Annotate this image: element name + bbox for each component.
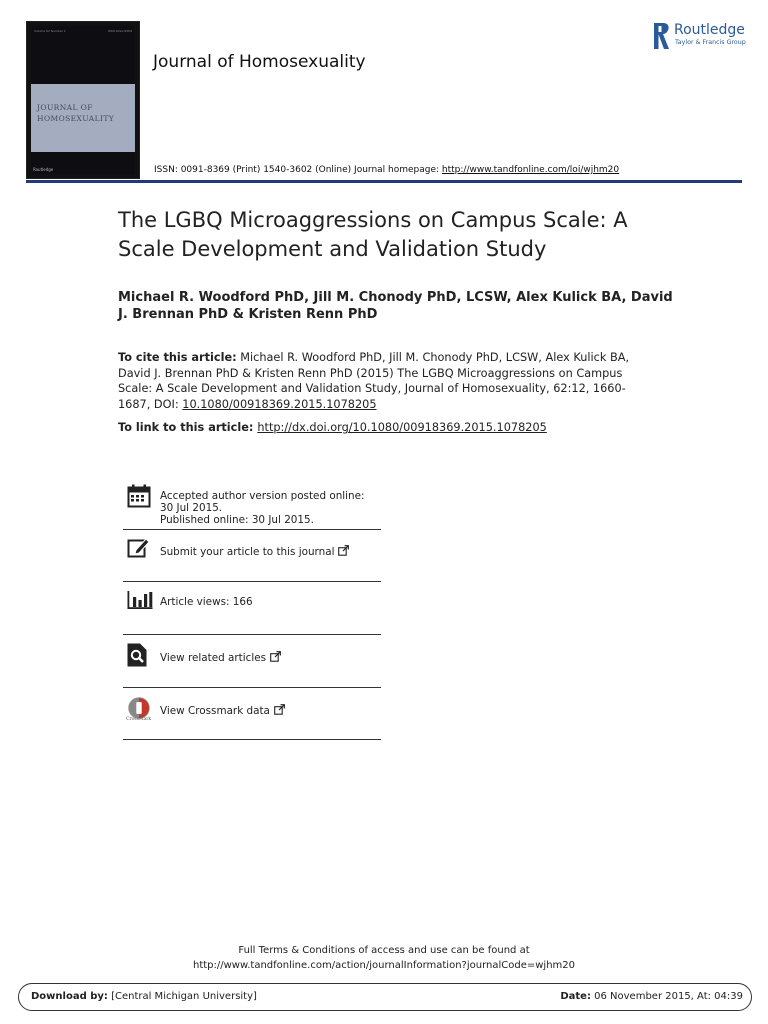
external-link-icon <box>338 545 349 556</box>
accepted-text: Accepted author version posted online: 30 Jul 2015. <box>160 490 365 514</box>
link-label: To link to this article: <box>118 421 258 434</box>
submit-label: Submit your article to this journal <box>160 546 335 558</box>
edit-icon <box>127 536 151 558</box>
terms-footer <box>0 943 768 973</box>
issn-text: ISSN: 0091-8369 (Print) 1540-3602 (Online) Journal homepage: <box>154 165 442 175</box>
divider <box>123 581 381 582</box>
article-title: The LGBQ Microaggressions on Campus Scale: A Scale Development and Validation Study <box>118 208 628 261</box>
related-item[interactable] <box>123 641 381 687</box>
crossmark-icon <box>128 697 150 719</box>
crossmark-caption: CrossMark <box>126 717 152 722</box>
cover-volume: Volume 62 Number 1 <box>34 29 66 33</box>
divider <box>123 634 381 635</box>
routledge-r-icon <box>653 22 672 50</box>
date-label: Date: <box>560 991 591 1002</box>
download-label: Download by: <box>31 991 108 1002</box>
cover-title-band <box>31 84 135 152</box>
date-value: 06 November 2015, At: 04:39 <box>590 991 743 1002</box>
divider <box>123 687 381 688</box>
article-authors: Michael R. Woodford PhD, Jill M. Chonody PhD, LCSW, Alex Kulick BA, David J. Brennan PhD & Kristen Renn PhD <box>118 290 673 322</box>
external-link-icon <box>270 651 281 662</box>
logo-name: Routledge <box>674 22 745 38</box>
submit-item[interactable] <box>123 536 381 582</box>
journal-homepage-link[interactable]: http://www.tandfonline.com/loi/wjhm20 <box>441 165 620 175</box>
header-rule <box>26 180 742 183</box>
issn-line <box>154 165 619 175</box>
divider <box>123 739 381 740</box>
cover-publisher: Routledge <box>33 167 54 172</box>
views-text: Article views: 166 <box>160 596 253 608</box>
citation-label: To cite this article: <box>118 351 237 364</box>
journal-cover <box>26 21 140 179</box>
external-link-icon <box>274 704 285 715</box>
link-block <box>118 421 678 434</box>
citation-block <box>118 350 658 412</box>
download-value: [Central Michigan University] <box>107 991 257 1002</box>
cover-issn: ISSN 0091-8369 <box>107 29 132 33</box>
cover-title: JOURNAL OF HOMOSEXUALITY <box>37 103 115 123</box>
calendar-icon <box>127 484 151 508</box>
logo-subtitle: Taylor & Francis Group <box>675 39 746 46</box>
crossmark-item[interactable] <box>123 694 381 740</box>
bar-chart-icon <box>127 591 153 609</box>
terms-url[interactable]: http://www.tandfonline.com/action/journalInformation?journalCode=wjhm20 <box>192 960 575 971</box>
cover-bottom-band <box>31 152 135 174</box>
citation-text: Michael R. Woodford PhD, Jill M. Chonody PhD, LCSW, Alex Kulick BA, David J. Brennan PhD & Kristen Renn PhD (2015) The LGBQ Microaggressions on Campus Scale: A Scale Development and Validation Study, Journal of Homosexuality, 62:12, 1660-1687, DOI: <box>118 351 630 411</box>
download-info <box>31 991 257 1002</box>
citation-doi-link[interactable]: 10.1080/00918369.2015.1078205 <box>182 397 377 411</box>
published-text: Published online: 30 Jul 2015. <box>160 514 314 526</box>
publisher-logo <box>653 22 749 50</box>
crossmark-label: View Crossmark data <box>160 705 270 717</box>
accepted-item <box>123 484 381 530</box>
document-search-icon <box>127 643 147 667</box>
download-date <box>560 991 743 1002</box>
article-doi-link[interactable]: http://dx.doi.org/10.1080/00918369.2015.1078205 <box>257 421 547 434</box>
journal-name: Journal of Homosexuality <box>153 52 366 72</box>
views-item <box>123 588 381 634</box>
divider <box>123 529 381 530</box>
related-label: View related articles <box>160 652 267 664</box>
cover-top-band <box>31 26 135 84</box>
terms-line-1: Full Terms & Conditions of access and use can be found at <box>238 945 530 956</box>
download-bar <box>18 983 752 1011</box>
